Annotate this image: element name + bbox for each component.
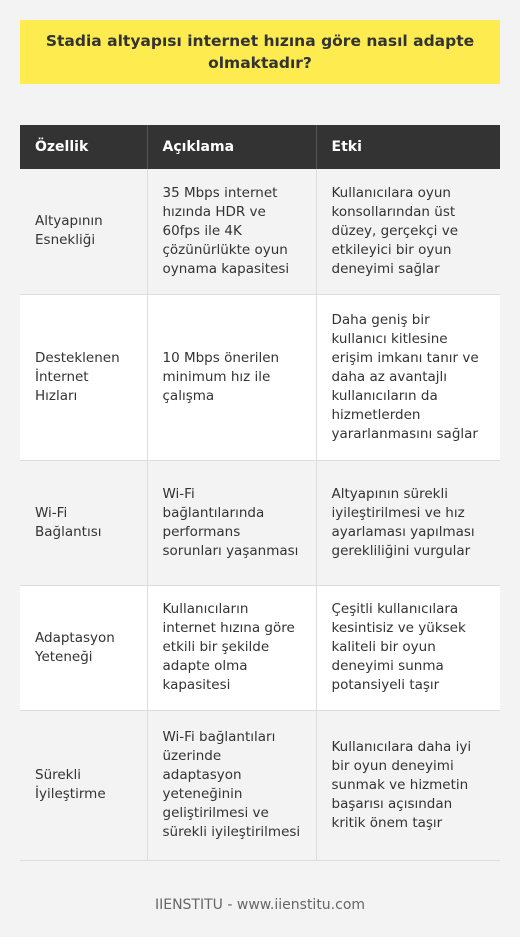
table-row: [20, 294, 500, 460]
table-row: [20, 169, 500, 294]
page-title: Stadia altyapısı internet hızına göre nasıl adapte olmaktadır?: [45, 32, 475, 72]
cell-effect: Çeşitli kullanıcılara kesintisiz ve yüksek kaliteli bir oyun deneyimi sunma potansiyeli taşır: [316, 585, 500, 710]
cell-description: Wi-Fi bağlantıları üzerinde adaptasyon yeteneğinin geliştirilmesi ve sürekli iyileştirilmesi: [147, 710, 316, 860]
table-row: [20, 710, 500, 860]
cell-effect: Daha geniş bir kullanıcı kitlesine erişim imkanı tanır ve daha az avantajlı kullanıcıların da hizmetlerden yararlanmasını sağlar: [316, 294, 500, 460]
cell-description: Kullanıcıların internet hızına göre etkili bir şekilde adapte olma kapasitesi: [147, 585, 316, 710]
cell-feature: Altyapının Esnekliği: [20, 169, 147, 294]
feature-table: [20, 125, 500, 861]
cell-effect: Kullanıcılara daha iyi bir oyun deneyimi sunmak ve hizmetin başarısı açısından kritik önem taşır: [316, 710, 500, 860]
cell-effect: Altyapının sürekli iyileştirilmesi ve hız ayarlaması yapılması gerekliliğini vurgular: [316, 460, 500, 585]
cell-description: 35 Mbps internet hızında HDR ve 60fps ile 4K çözünürlükte oyun oynama kapasitesi: [147, 169, 316, 294]
cell-feature: Adaptasyon Yeteneği: [20, 585, 147, 710]
cell-feature: Sürekli İyileştirme: [20, 710, 147, 860]
cell-description: Wi-Fi bağlantılarında performans sorunları yaşanması: [147, 460, 316, 585]
title-banner: [20, 20, 500, 84]
cell-effect: Kullanıcılara oyun konsollarından üst düzey, gerçekçi ve etkileyici bir oyun deneyimi sağlar: [316, 169, 500, 294]
cell-feature: Wi-Fi Bağlantısı: [20, 460, 147, 585]
cell-description: 10 Mbps önerilen minimum hız ile çalışma: [147, 294, 316, 460]
table-row: [20, 585, 500, 710]
header-description: Açıklama: [147, 125, 316, 169]
header-effect: Etki: [316, 125, 500, 169]
table-header-row: [20, 125, 500, 169]
table-row: [20, 460, 500, 585]
footer-credit: IIENSTITU - www.iienstitu.com: [154, 897, 366, 913]
cell-feature: Desteklenen İnternet Hızları: [20, 294, 147, 460]
header-feature: Özellik: [20, 125, 147, 169]
